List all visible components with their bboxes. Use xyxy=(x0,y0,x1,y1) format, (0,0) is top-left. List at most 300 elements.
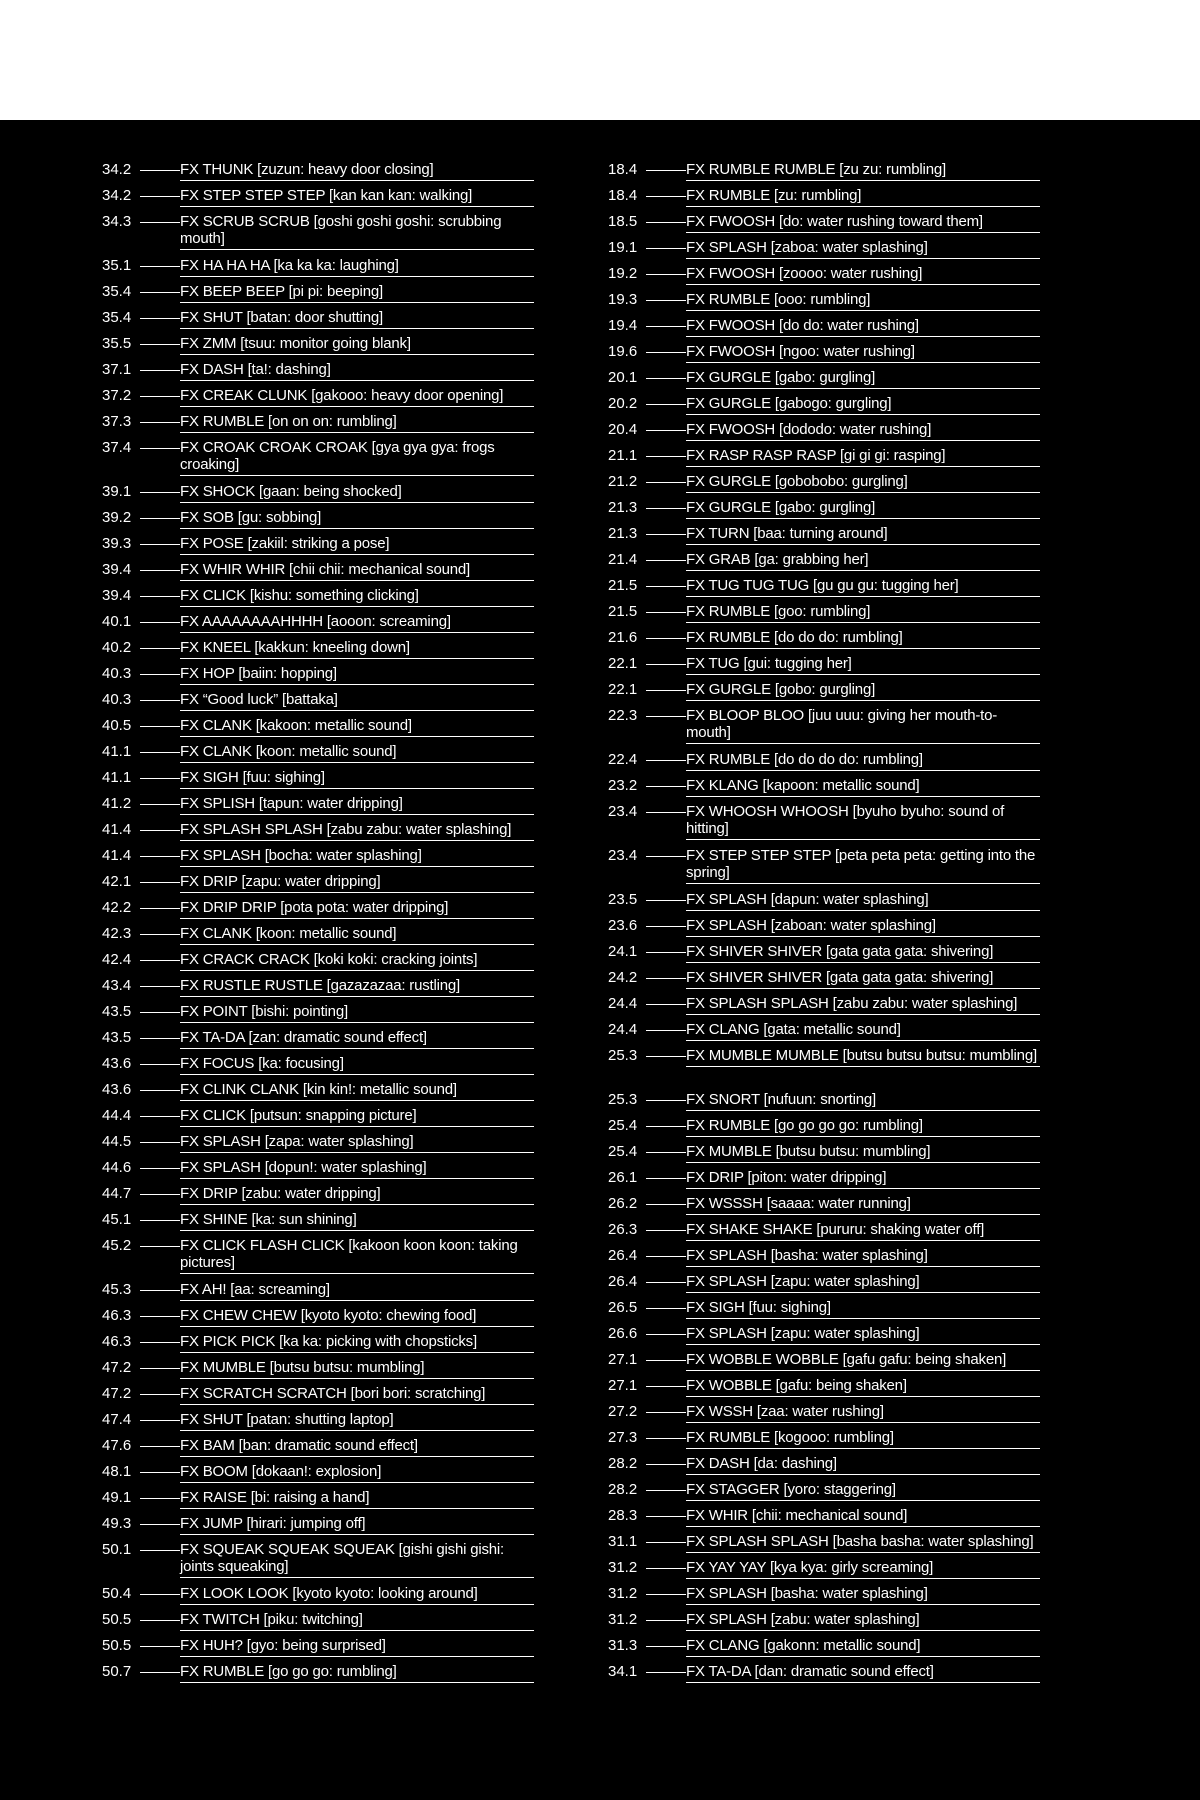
fx-entry xyxy=(608,1018,1040,1041)
leader-line xyxy=(140,752,180,753)
fx-description: FX SHUT [batan: door shutting] xyxy=(180,306,534,329)
page-panel-number: 18.5 xyxy=(608,213,638,230)
fx-description: FX CLANG [gata: metallic sound] xyxy=(686,1018,1040,1041)
fx-description: FX WOBBLE [gafu: being shaken] xyxy=(686,1374,1040,1397)
leader-line xyxy=(140,170,180,171)
fx-description: FX DRIP [zabu: water dripping] xyxy=(180,1182,534,1205)
page-panel-number: 26.4 xyxy=(608,1247,638,1264)
fx-entry xyxy=(608,1140,1040,1163)
fx-entry xyxy=(608,1426,1040,1449)
fx-entry xyxy=(608,652,1040,675)
fx-description: FX TUG [gui: tugging her] xyxy=(686,652,1040,675)
page-panel-number: 27.3 xyxy=(608,1429,638,1446)
sound-effects-glossary-page xyxy=(0,120,1200,1800)
fx-description: FX FWOOSH [do do: water rushing] xyxy=(686,314,1040,337)
fx-entry xyxy=(608,1322,1040,1345)
fx-entry xyxy=(102,332,534,355)
fx-description: FX FWOOSH [dododo: water rushing] xyxy=(686,418,1040,441)
leader-line xyxy=(140,1038,180,1039)
page-panel-number: 18.4 xyxy=(608,187,638,204)
fx-description: FX SPLASH SPLASH [zabu zabu: water splashing] xyxy=(180,818,534,841)
leader-line xyxy=(140,570,180,571)
leader-line xyxy=(646,534,686,535)
fx-description: FX WSSSH [saaaa: water running] xyxy=(686,1192,1040,1215)
page-panel-number: 40.3 xyxy=(102,691,132,708)
leader-line xyxy=(140,882,180,883)
page-panel-number: 31.2 xyxy=(608,1559,638,1576)
fx-description: FX STEP STEP STEP [peta peta peta: getting into the spring] xyxy=(686,844,1040,884)
leader-line xyxy=(140,370,180,371)
leader-line xyxy=(646,300,686,301)
page-panel-number: 35.4 xyxy=(102,309,132,326)
leader-line xyxy=(646,1308,686,1309)
leader-line xyxy=(140,448,180,449)
fx-entry xyxy=(102,1078,534,1101)
page-panel-number: 47.2 xyxy=(102,1385,132,1402)
fx-description: FX DASH [da: dashing] xyxy=(686,1452,1040,1475)
page-panel-number: 34.1 xyxy=(608,1663,638,1680)
fx-entry xyxy=(102,1486,534,1509)
fx-entry xyxy=(608,496,1040,519)
fx-description: FX HA HA HA [ka ka ka: laughing] xyxy=(180,254,534,277)
leader-line xyxy=(140,318,180,319)
leader-line xyxy=(646,1282,686,1283)
page-panel-number: 20.4 xyxy=(608,421,638,438)
fx-entry xyxy=(102,436,534,476)
fx-description: FX TUG TUG TUG [gu gu gu: tugging her] xyxy=(686,574,1040,597)
page-panel-number: 23.6 xyxy=(608,917,638,934)
fx-entry xyxy=(102,1278,534,1301)
leader-line xyxy=(140,1524,180,1525)
fx-description: FX SPLASH [basha: water splashing] xyxy=(686,1244,1040,1267)
fx-entry xyxy=(608,1088,1040,1111)
fx-description: FX SPLASH [zapu: water splashing] xyxy=(686,1270,1040,1293)
fx-description: FX CHEW CHEW [kyoto kyoto: chewing food] xyxy=(180,1304,534,1327)
page-panel-number: 35.4 xyxy=(102,283,132,300)
leader-line xyxy=(646,1056,686,1057)
leader-line xyxy=(646,586,686,587)
leader-line xyxy=(140,396,180,397)
page-panel-number: 35.5 xyxy=(102,335,132,352)
fx-entry xyxy=(102,688,534,711)
fx-description: FX STAGGER [yoro: staggering] xyxy=(686,1478,1040,1501)
leader-line xyxy=(140,1446,180,1447)
fx-entry xyxy=(608,1192,1040,1215)
leader-line xyxy=(646,978,686,979)
leader-line xyxy=(646,508,686,509)
page-panel-number: 41.4 xyxy=(102,821,132,838)
fx-entry xyxy=(608,704,1040,744)
leader-line xyxy=(140,292,180,293)
page-panel-number: 50.7 xyxy=(102,1663,132,1680)
fx-description: FX FWOOSH [do: water rushing toward them] xyxy=(686,210,1040,233)
fx-description: FX SHINE [ka: sun shining] xyxy=(180,1208,534,1231)
fx-entry xyxy=(102,714,534,737)
fx-description: FX SPLASH [zabu: water splashing] xyxy=(686,1608,1040,1631)
leader-line xyxy=(140,1316,180,1317)
page-panel-number: 41.1 xyxy=(102,743,132,760)
page-panel-number: 19.1 xyxy=(608,239,638,256)
leader-line xyxy=(140,1064,180,1065)
fx-entry xyxy=(608,1634,1040,1657)
leader-line xyxy=(646,716,686,717)
page-panel-number: 20.2 xyxy=(608,395,638,412)
fx-entry xyxy=(102,1660,534,1683)
leader-line xyxy=(140,1646,180,1647)
fx-entry xyxy=(102,1460,534,1483)
fx-entry xyxy=(102,1182,534,1205)
fx-entry xyxy=(102,1304,534,1327)
fx-entry xyxy=(608,1374,1040,1397)
fx-entry xyxy=(102,1052,534,1075)
leader-line xyxy=(646,1490,686,1491)
fx-entry xyxy=(102,818,534,841)
leader-line xyxy=(646,196,686,197)
fx-description: FX POINT [bishi: pointing] xyxy=(180,1000,534,1023)
fx-entry xyxy=(102,922,534,945)
leader-line xyxy=(646,1568,686,1569)
leader-line xyxy=(140,266,180,267)
page-panel-number: 28.3 xyxy=(608,1507,638,1524)
fx-entry xyxy=(608,1556,1040,1579)
fx-entry xyxy=(608,1660,1040,1683)
fx-description: FX WHIR [chii: mechanical sound] xyxy=(686,1504,1040,1527)
fx-entry xyxy=(102,662,534,685)
fx-entry xyxy=(608,1296,1040,1319)
leader-line xyxy=(140,492,180,493)
page-panel-number: 41.2 xyxy=(102,795,132,812)
fx-description: FX JUMP [hirari: jumping off] xyxy=(180,1512,534,1535)
leader-line xyxy=(140,1168,180,1169)
fx-description: FX SPLASH [zaboan: water splashing] xyxy=(686,914,1040,937)
fx-description: FX SHOCK [gaan: being shocked] xyxy=(180,480,534,503)
fx-description: FX CLICK [putsun: snapping picture] xyxy=(180,1104,534,1127)
leader-line xyxy=(646,274,686,275)
fx-entry xyxy=(102,740,534,763)
page-panel-number: 20.1 xyxy=(608,369,638,386)
fx-description: FX WHOOSH WHOOSH [byuho byuho: sound of hitting] xyxy=(686,800,1040,840)
page-panel-number: 41.1 xyxy=(102,769,132,786)
fx-description: FX SIGH [fuu: sighing] xyxy=(180,766,534,789)
fx-description: FX CLANK [kakoon: metallic sound] xyxy=(180,714,534,737)
fx-entry xyxy=(608,314,1040,337)
leader-line xyxy=(646,222,686,223)
fx-entry xyxy=(102,1608,534,1631)
leader-line xyxy=(140,518,180,519)
page-panel-number: 22.1 xyxy=(608,681,638,698)
leader-line xyxy=(646,952,686,953)
fx-description: FX GURGLE [gabo: gurgling] xyxy=(686,366,1040,389)
page-panel-number: 26.6 xyxy=(608,1325,638,1342)
fx-entry xyxy=(608,158,1040,181)
leader-line xyxy=(140,726,180,727)
fx-description: FX SPLASH [dapun: water splashing] xyxy=(686,888,1040,911)
fx-description: FX SCRATCH SCRATCH [bori bori: scratching] xyxy=(180,1382,534,1405)
page-panel-number: 21.5 xyxy=(608,603,638,620)
leader-line xyxy=(646,352,686,353)
fx-description: FX RUMBLE [ooo: rumbling] xyxy=(686,288,1040,311)
leader-line xyxy=(646,1620,686,1621)
fx-description: FX ZMM [tsuu: monitor going blank] xyxy=(180,332,534,355)
leader-line xyxy=(646,1152,686,1153)
fx-entry xyxy=(608,340,1040,363)
fx-description: FX POSE [zakiil: striking a pose] xyxy=(180,532,534,555)
fx-description: FX SNORT [nufuun: snorting] xyxy=(686,1088,1040,1111)
fx-entry xyxy=(102,1408,534,1431)
fx-description: FX CRACK CRACK [koki koki: cracking joints] xyxy=(180,948,534,971)
fx-description: FX RUMBLE RUMBLE [zu zu: rumbling] xyxy=(686,158,1040,181)
fx-description: FX RUMBLE [goo: rumbling] xyxy=(686,600,1040,623)
fx-description: FX SHIVER SHIVER [gata gata gata: shivering] xyxy=(686,940,1040,963)
fx-entry xyxy=(608,1504,1040,1527)
fx-description: FX GRAB [ga: grabbing her] xyxy=(686,548,1040,571)
leader-line xyxy=(140,1368,180,1369)
fx-entry xyxy=(102,766,534,789)
leader-line xyxy=(646,1004,686,1005)
fx-entry xyxy=(608,236,1040,259)
page-panel-number: 34.2 xyxy=(102,161,132,178)
fx-description: FX BOOM [dokaan!: explosion] xyxy=(180,1460,534,1483)
page-panel-number: 37.3 xyxy=(102,413,132,430)
page-panel-number: 42.1 xyxy=(102,873,132,890)
fx-entry xyxy=(102,480,534,503)
page-panel-number: 46.3 xyxy=(102,1333,132,1350)
fx-description: FX AH! [aa: screaming] xyxy=(180,1278,534,1301)
fx-entry xyxy=(102,306,534,329)
page-panel-number: 40.5 xyxy=(102,717,132,734)
leader-line xyxy=(140,422,180,423)
fx-entry xyxy=(102,1156,534,1179)
fx-description: FX GURGLE [gobobobo: gurgling] xyxy=(686,470,1040,493)
page-panel-number: 49.1 xyxy=(102,1489,132,1506)
page-panel-number: 42.4 xyxy=(102,951,132,968)
leader-line xyxy=(646,612,686,613)
leader-line xyxy=(646,856,686,857)
leader-line xyxy=(140,1342,180,1343)
leader-line xyxy=(140,1116,180,1117)
leader-line xyxy=(646,560,686,561)
fx-description: FX SHUT [patan: shutting laptop] xyxy=(180,1408,534,1431)
leader-line xyxy=(140,1290,180,1291)
fx-entry xyxy=(102,1026,534,1049)
page-panel-number: 50.1 xyxy=(102,1541,132,1558)
fx-description: FX HUH? [gyo: being surprised] xyxy=(180,1634,534,1657)
fx-entry xyxy=(608,992,1040,1015)
fx-description: FX CLANG [gakonn: metallic sound] xyxy=(686,1634,1040,1657)
leader-line xyxy=(646,760,686,761)
fx-description: FX SPLISH [tapun: water dripping] xyxy=(180,792,534,815)
fx-entry xyxy=(102,506,534,529)
leader-line xyxy=(140,1246,180,1247)
page-panel-number: 24.4 xyxy=(608,1021,638,1038)
leader-line xyxy=(646,1126,686,1127)
leader-line xyxy=(646,1030,686,1031)
page-panel-number: 19.4 xyxy=(608,317,638,334)
fx-description: FX CLINK CLANK [kin kin!: metallic sound] xyxy=(180,1078,534,1101)
page-panel-number: 19.2 xyxy=(608,265,638,282)
page-panel-number: 43.6 xyxy=(102,1081,132,1098)
fx-description: FX SPLASH [basha: water splashing] xyxy=(686,1582,1040,1605)
fx-entry xyxy=(608,1608,1040,1631)
fx-description: FX DASH [ta!: dashing] xyxy=(180,358,534,381)
page-panel-number: 42.2 xyxy=(102,899,132,916)
leader-line xyxy=(140,544,180,545)
fx-description: FX MUMBLE [butsu butsu: mumbling] xyxy=(180,1356,534,1379)
page-panel-number: 21.1 xyxy=(608,447,638,464)
page-panel-number: 41.4 xyxy=(102,847,132,864)
fx-description: FX WHIR WHIR [chii chii: mechanical sound] xyxy=(180,558,534,581)
leader-line xyxy=(140,222,180,223)
fx-description: FX MUMBLE [butsu butsu: mumbling] xyxy=(686,1140,1040,1163)
fx-description: FX SPLASH [dopun!: water splashing] xyxy=(180,1156,534,1179)
page-panel-number: 26.5 xyxy=(608,1299,638,1316)
fx-description: FX SPLASH [zaboa: water splashing] xyxy=(686,236,1040,259)
fx-entry xyxy=(608,1166,1040,1189)
fx-entry xyxy=(608,288,1040,311)
leader-line xyxy=(646,638,686,639)
page-panel-number: 46.3 xyxy=(102,1307,132,1324)
page-panel-number: 43.5 xyxy=(102,1003,132,1020)
leader-line xyxy=(140,1420,180,1421)
fx-entry xyxy=(102,1382,534,1405)
page-panel-number: 47.6 xyxy=(102,1437,132,1454)
leader-line xyxy=(646,1646,686,1647)
leader-line xyxy=(646,404,686,405)
page-panel-number: 34.2 xyxy=(102,187,132,204)
leader-line xyxy=(140,1142,180,1143)
leader-line xyxy=(140,1550,180,1551)
fx-description: FX BAM [ban: dramatic sound effect] xyxy=(180,1434,534,1457)
page-panel-number: 24.4 xyxy=(608,995,638,1012)
leader-line xyxy=(646,1464,686,1465)
fx-entry xyxy=(102,974,534,997)
fx-entry xyxy=(608,392,1040,415)
leader-line xyxy=(646,926,686,927)
page-panel-number: 28.2 xyxy=(608,1455,638,1472)
page-panel-number: 19.3 xyxy=(608,291,638,308)
fx-entry xyxy=(608,914,1040,937)
fx-entry xyxy=(608,888,1040,911)
fx-description: FX GURGLE [gabo: gurgling] xyxy=(686,496,1040,519)
fx-entry xyxy=(102,1356,534,1379)
leader-line xyxy=(646,1542,686,1543)
fx-entry xyxy=(608,210,1040,233)
page-panel-number: 23.5 xyxy=(608,891,638,908)
leader-line xyxy=(140,1594,180,1595)
fx-entry xyxy=(102,532,534,555)
fx-description: FX THUNK [zuzun: heavy door closing] xyxy=(180,158,534,181)
fx-entry xyxy=(608,418,1040,441)
page-panel-number: 24.2 xyxy=(608,969,638,986)
fx-entry xyxy=(102,158,534,181)
fx-entry xyxy=(102,210,534,250)
fx-description: FX SIGH [fuu: sighing] xyxy=(686,1296,1040,1319)
fx-description: FX SQUEAK SQUEAK SQUEAK [gishi gishi gishi: joints squeaking] xyxy=(180,1538,534,1578)
fx-description: FX SPLASH [zapu: water splashing] xyxy=(686,1322,1040,1345)
fx-entry xyxy=(608,844,1040,884)
fx-description: FX GURGLE [gobo: gurgling] xyxy=(686,678,1040,701)
top-margin xyxy=(0,0,1200,120)
page-panel-number: 25.4 xyxy=(608,1143,638,1160)
leader-line xyxy=(140,804,180,805)
page-panel-number: 18.4 xyxy=(608,161,638,178)
leader-line xyxy=(646,456,686,457)
fx-description: FX SCRUB SCRUB [goshi goshi goshi: scrubbing mouth] xyxy=(180,210,534,250)
leader-line xyxy=(646,786,686,787)
fx-description: FX RUMBLE [do do do: rumbling] xyxy=(686,626,1040,649)
fx-entry xyxy=(102,896,534,919)
page-panel-number: 25.3 xyxy=(608,1047,638,1064)
fx-entry xyxy=(102,410,534,433)
page-panel-number: 47.2 xyxy=(102,1359,132,1376)
fx-description: FX SHAKE SHAKE [pururu: shaking water off] xyxy=(686,1218,1040,1241)
fx-entry xyxy=(608,548,1040,571)
fx-entry xyxy=(608,626,1040,649)
page-panel-number: 37.1 xyxy=(102,361,132,378)
page-panel-number: 21.6 xyxy=(608,629,638,646)
page-panel-number: 27.1 xyxy=(608,1351,638,1368)
page-panel-number: 21.4 xyxy=(608,551,638,568)
leader-line xyxy=(140,986,180,987)
fx-description: FX SOB [gu: sobbing] xyxy=(180,506,534,529)
page-panel-number: 44.7 xyxy=(102,1185,132,1202)
leader-line xyxy=(140,1090,180,1091)
page-panel-number: 44.5 xyxy=(102,1133,132,1150)
leader-line xyxy=(646,1204,686,1205)
fx-description: FX CLANK [koon: metallic sound] xyxy=(180,922,534,945)
fx-description: FX RAISE [bi: raising a hand] xyxy=(180,1486,534,1509)
fx-description: FX RASP RASP RASP [gi gi gi: rasping] xyxy=(686,444,1040,467)
leader-line xyxy=(646,170,686,171)
fx-description: FX RUMBLE [go go go go: rumbling] xyxy=(686,1114,1040,1137)
page-panel-number: 42.3 xyxy=(102,925,132,942)
leader-line xyxy=(140,960,180,961)
leader-line xyxy=(646,378,686,379)
fx-description: FX TURN [baa: turning around] xyxy=(686,522,1040,545)
page-panel-number: 39.4 xyxy=(102,561,132,578)
fx-entry xyxy=(102,1330,534,1353)
fx-description: FX RUMBLE [zu: rumbling] xyxy=(686,184,1040,207)
fx-entry xyxy=(608,966,1040,989)
fx-description: FX GURGLE [gabogo: gurgling] xyxy=(686,392,1040,415)
fx-entry xyxy=(608,1530,1040,1553)
fx-entry xyxy=(102,1634,534,1657)
leader-line xyxy=(140,596,180,597)
fx-entry xyxy=(102,558,534,581)
fx-entry xyxy=(102,610,534,633)
fx-entry xyxy=(102,792,534,815)
page-panel-number: 43.5 xyxy=(102,1029,132,1046)
page-panel-number: 45.1 xyxy=(102,1211,132,1228)
fx-description: FX TA-DA [zan: dramatic sound effect] xyxy=(180,1026,534,1049)
leader-line xyxy=(646,430,686,431)
page-panel-number: 21.3 xyxy=(608,499,638,516)
leader-line xyxy=(646,1412,686,1413)
fx-description: FX PICK PICK [ka ka: picking with chopsticks] xyxy=(180,1330,534,1353)
leader-line xyxy=(646,1594,686,1595)
leader-line xyxy=(140,1672,180,1673)
fx-entry xyxy=(608,1582,1040,1605)
page-panel-number: 34.3 xyxy=(102,213,132,230)
fx-description: FX SPLASH [zapa: water splashing] xyxy=(180,1130,534,1153)
page-panel-number: 45.2 xyxy=(102,1237,132,1254)
fx-description: FX BLOOP BLOO [juu uuu: giving her mouth-to-mouth] xyxy=(686,704,1040,744)
fx-entry xyxy=(102,844,534,867)
fx-entry xyxy=(102,948,534,971)
fx-entry xyxy=(102,254,534,277)
leader-line xyxy=(140,622,180,623)
leader-line xyxy=(140,934,180,935)
